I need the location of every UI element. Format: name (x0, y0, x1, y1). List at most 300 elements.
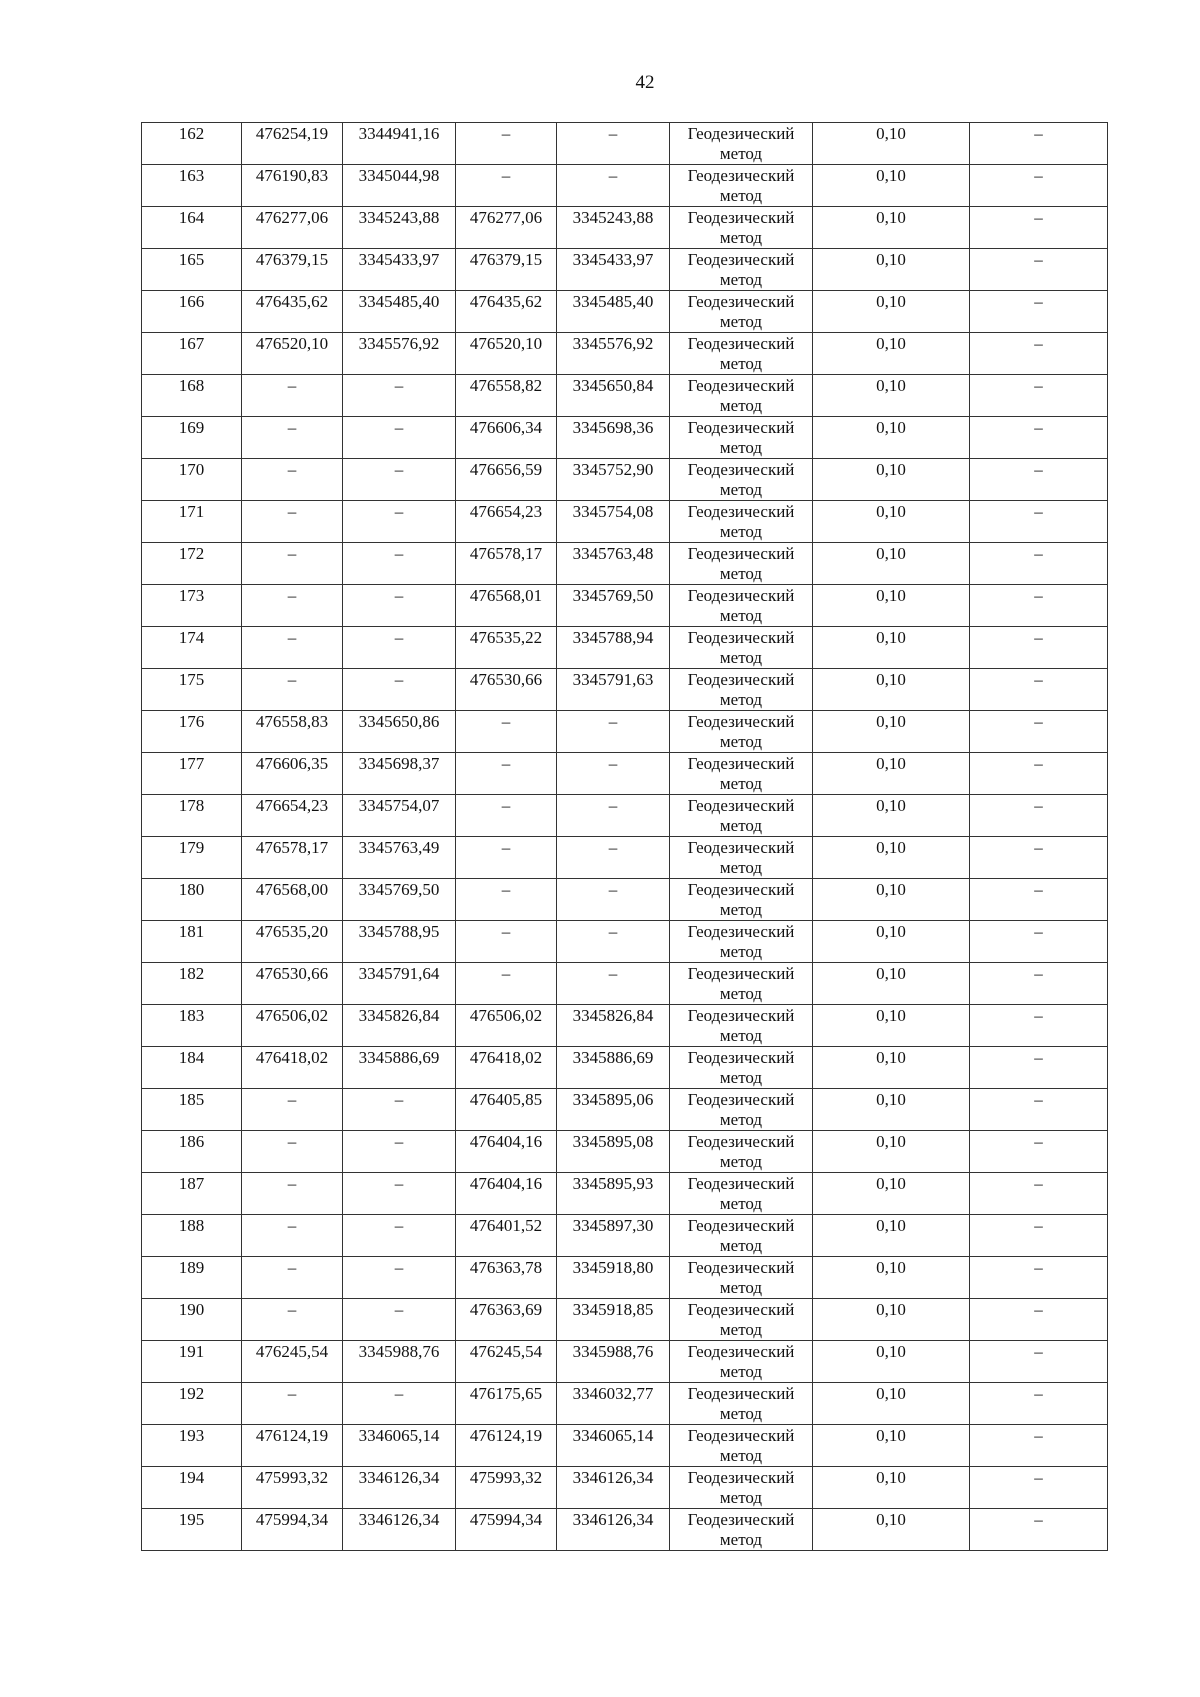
point-number-cell: 176 (142, 711, 242, 753)
y-existing-cell: 3345988,76 (343, 1341, 456, 1383)
x-existing-cell: – (242, 669, 343, 711)
table-row (142, 123, 1108, 165)
accuracy-cell: 0,10 (813, 333, 970, 375)
method-cell: Геодезический метод (670, 123, 813, 165)
x-existing-cell: – (242, 1215, 343, 1257)
x-new-cell: 476379,15 (456, 249, 557, 291)
y-existing-cell: – (343, 627, 456, 669)
accuracy-cell: 0,10 (813, 291, 970, 333)
point-number-cell: 178 (142, 795, 242, 837)
point-number-cell: 163 (142, 165, 242, 207)
point-number-cell: 188 (142, 1215, 242, 1257)
method-cell: Геодезический метод (670, 459, 813, 501)
accuracy-cell: 0,10 (813, 921, 970, 963)
table-row (142, 879, 1108, 921)
last-cell: – (970, 165, 1108, 207)
point-number-cell: 194 (142, 1467, 242, 1509)
y-new-cell: – (557, 165, 670, 207)
point-number-cell: 167 (142, 333, 242, 375)
accuracy-cell: 0,10 (813, 1425, 970, 1467)
y-existing-cell: 3345433,97 (343, 249, 456, 291)
point-number-cell: 190 (142, 1299, 242, 1341)
x-existing-cell: 476124,19 (242, 1425, 343, 1467)
y-new-cell: 3345895,08 (557, 1131, 670, 1173)
y-existing-cell: – (343, 585, 456, 627)
y-existing-cell: 3345754,07 (343, 795, 456, 837)
last-cell: – (970, 627, 1108, 669)
table-row (142, 165, 1108, 207)
table-row (142, 375, 1108, 417)
point-number-cell: 179 (142, 837, 242, 879)
accuracy-cell: 0,10 (813, 837, 970, 879)
y-new-cell: 3345918,85 (557, 1299, 670, 1341)
accuracy-cell: 0,10 (813, 1383, 970, 1425)
point-number-cell: 184 (142, 1047, 242, 1089)
y-new-cell: – (557, 963, 670, 1005)
point-number-cell: 174 (142, 627, 242, 669)
x-existing-cell: 476606,35 (242, 753, 343, 795)
last-cell: – (970, 1299, 1108, 1341)
x-existing-cell: 476418,02 (242, 1047, 343, 1089)
accuracy-cell: 0,10 (813, 417, 970, 459)
accuracy-cell: 0,10 (813, 459, 970, 501)
last-cell: – (970, 1005, 1108, 1047)
x-new-cell: 476568,01 (456, 585, 557, 627)
x-new-cell: 476363,69 (456, 1299, 557, 1341)
accuracy-cell: 0,10 (813, 501, 970, 543)
y-existing-cell: 3345886,69 (343, 1047, 456, 1089)
y-existing-cell: 3345576,92 (343, 333, 456, 375)
y-new-cell: 3345769,50 (557, 585, 670, 627)
y-existing-cell: 3344941,16 (343, 123, 456, 165)
y-existing-cell: 3345769,50 (343, 879, 456, 921)
accuracy-cell: 0,10 (813, 585, 970, 627)
point-number-cell: 185 (142, 1089, 242, 1131)
last-cell: – (970, 1467, 1108, 1509)
point-number-cell: 193 (142, 1425, 242, 1467)
method-cell: Геодезический метод (670, 291, 813, 333)
y-new-cell: 3345788,94 (557, 627, 670, 669)
table-row (142, 1341, 1108, 1383)
x-existing-cell: – (242, 1131, 343, 1173)
y-existing-cell: – (343, 1089, 456, 1131)
point-number-cell: 177 (142, 753, 242, 795)
last-cell: – (970, 837, 1108, 879)
x-new-cell: 476506,02 (456, 1005, 557, 1047)
last-cell: – (970, 1047, 1108, 1089)
x-existing-cell: 476254,19 (242, 123, 343, 165)
x-existing-cell: 475994,34 (242, 1509, 343, 1551)
y-new-cell: 3345243,88 (557, 207, 670, 249)
method-cell: Геодезический метод (670, 1047, 813, 1089)
x-new-cell: – (456, 879, 557, 921)
x-existing-cell: – (242, 375, 343, 417)
x-new-cell: – (456, 123, 557, 165)
last-cell: – (970, 1257, 1108, 1299)
y-existing-cell: – (343, 1173, 456, 1215)
x-existing-cell: 476506,02 (242, 1005, 343, 1047)
x-new-cell: 476277,06 (456, 207, 557, 249)
last-cell: – (970, 879, 1108, 921)
last-cell: – (970, 543, 1108, 585)
table-row (142, 963, 1108, 1005)
y-existing-cell: 3346126,34 (343, 1467, 456, 1509)
last-cell: – (970, 753, 1108, 795)
y-new-cell: 3345754,08 (557, 501, 670, 543)
x-new-cell: – (456, 753, 557, 795)
page-number: 42 (635, 72, 655, 93)
table-row (142, 207, 1108, 249)
x-existing-cell: 476435,62 (242, 291, 343, 333)
method-cell: Геодезический метод (670, 1299, 813, 1341)
x-new-cell: 476520,10 (456, 333, 557, 375)
method-cell: Геодезический метод (670, 753, 813, 795)
y-new-cell: 3346126,34 (557, 1509, 670, 1551)
x-existing-cell: 476520,10 (242, 333, 343, 375)
y-new-cell: 3346032,77 (557, 1383, 670, 1425)
table-row (142, 921, 1108, 963)
y-new-cell: 3345485,40 (557, 291, 670, 333)
y-existing-cell: 3346065,14 (343, 1425, 456, 1467)
y-existing-cell: – (343, 1257, 456, 1299)
point-number-cell: 164 (142, 207, 242, 249)
accuracy-cell: 0,10 (813, 165, 970, 207)
last-cell: – (970, 1089, 1108, 1131)
table-row (142, 249, 1108, 291)
point-number-cell: 171 (142, 501, 242, 543)
point-number-cell: 170 (142, 459, 242, 501)
last-cell: – (970, 501, 1108, 543)
point-number-cell: 191 (142, 1341, 242, 1383)
x-existing-cell: 476379,15 (242, 249, 343, 291)
method-cell: Геодезический метод (670, 501, 813, 543)
method-cell: Геодезический метод (670, 1341, 813, 1383)
accuracy-cell: 0,10 (813, 1131, 970, 1173)
x-new-cell: – (456, 837, 557, 879)
y-new-cell: 3345433,97 (557, 249, 670, 291)
y-existing-cell: – (343, 375, 456, 417)
x-existing-cell: – (242, 543, 343, 585)
accuracy-cell: 0,10 (813, 963, 970, 1005)
last-cell: – (970, 207, 1108, 249)
method-cell: Геодезический метод (670, 333, 813, 375)
last-cell: – (970, 1215, 1108, 1257)
y-existing-cell: 3345763,49 (343, 837, 456, 879)
table-row (142, 711, 1108, 753)
point-number-cell: 162 (142, 123, 242, 165)
accuracy-cell: 0,10 (813, 1299, 970, 1341)
accuracy-cell: 0,10 (813, 1341, 970, 1383)
method-cell: Геодезический метод (670, 921, 813, 963)
method-cell: Геодезический метод (670, 711, 813, 753)
point-number-cell: 165 (142, 249, 242, 291)
last-cell: – (970, 459, 1108, 501)
x-new-cell: 476558,82 (456, 375, 557, 417)
x-new-cell: 476401,52 (456, 1215, 557, 1257)
y-new-cell: – (557, 711, 670, 753)
table-row (142, 543, 1108, 585)
accuracy-cell: 0,10 (813, 627, 970, 669)
y-existing-cell: – (343, 459, 456, 501)
x-existing-cell: – (242, 585, 343, 627)
accuracy-cell: 0,10 (813, 1215, 970, 1257)
point-number-cell: 166 (142, 291, 242, 333)
accuracy-cell: 0,10 (813, 795, 970, 837)
accuracy-cell: 0,10 (813, 1257, 970, 1299)
table-row (142, 1467, 1108, 1509)
point-number-cell: 168 (142, 375, 242, 417)
point-number-cell: 180 (142, 879, 242, 921)
x-existing-cell: 476190,83 (242, 165, 343, 207)
accuracy-cell: 0,10 (813, 1089, 970, 1131)
last-cell: – (970, 963, 1108, 1005)
method-cell: Геодезический метод (670, 249, 813, 291)
last-cell: – (970, 795, 1108, 837)
last-cell: – (970, 1425, 1108, 1467)
point-number-cell: 192 (142, 1383, 242, 1425)
last-cell: – (970, 249, 1108, 291)
method-cell: Геодезический метод (670, 1467, 813, 1509)
last-cell: – (970, 1131, 1108, 1173)
method-cell: Геодезический метод (670, 207, 813, 249)
coordinates-table (141, 122, 1108, 1551)
method-cell: Геодезический метод (670, 1425, 813, 1467)
accuracy-cell: 0,10 (813, 669, 970, 711)
y-existing-cell: – (343, 543, 456, 585)
y-existing-cell: 3345044,98 (343, 165, 456, 207)
y-new-cell: – (557, 795, 670, 837)
x-new-cell: – (456, 165, 557, 207)
last-cell: – (970, 1383, 1108, 1425)
y-new-cell: 3345752,90 (557, 459, 670, 501)
y-existing-cell: 3345243,88 (343, 207, 456, 249)
point-number-cell: 183 (142, 1005, 242, 1047)
point-number-cell: 186 (142, 1131, 242, 1173)
y-new-cell: – (557, 879, 670, 921)
x-new-cell: 476175,65 (456, 1383, 557, 1425)
point-number-cell: 175 (142, 669, 242, 711)
last-cell: – (970, 921, 1108, 963)
method-cell: Геодезический метод (670, 165, 813, 207)
table-row (142, 1509, 1108, 1551)
method-cell: Геодезический метод (670, 585, 813, 627)
table-row (142, 1257, 1108, 1299)
x-existing-cell: 475993,32 (242, 1467, 343, 1509)
y-new-cell: 3345650,84 (557, 375, 670, 417)
method-cell: Геодезический метод (670, 1173, 813, 1215)
accuracy-cell: 0,10 (813, 249, 970, 291)
x-new-cell: 476656,59 (456, 459, 557, 501)
x-existing-cell: 476530,66 (242, 963, 343, 1005)
last-cell: – (970, 669, 1108, 711)
point-number-cell: 169 (142, 417, 242, 459)
y-new-cell: 3345763,48 (557, 543, 670, 585)
method-cell: Геодезический метод (670, 543, 813, 585)
accuracy-cell: 0,10 (813, 1173, 970, 1215)
y-existing-cell: – (343, 1299, 456, 1341)
point-number-cell: 182 (142, 963, 242, 1005)
accuracy-cell: 0,10 (813, 1047, 970, 1089)
y-new-cell: 3345895,06 (557, 1089, 670, 1131)
accuracy-cell: 0,10 (813, 543, 970, 585)
y-existing-cell: – (343, 501, 456, 543)
x-new-cell: – (456, 963, 557, 1005)
table-row (142, 417, 1108, 459)
y-existing-cell: 3345698,37 (343, 753, 456, 795)
last-cell: – (970, 1173, 1108, 1215)
table-row (142, 1131, 1108, 1173)
x-existing-cell: – (242, 627, 343, 669)
last-cell: – (970, 1341, 1108, 1383)
x-existing-cell: – (242, 417, 343, 459)
y-existing-cell: – (343, 417, 456, 459)
x-new-cell: 476404,16 (456, 1131, 557, 1173)
y-existing-cell: 3345650,86 (343, 711, 456, 753)
table-row (142, 1215, 1108, 1257)
x-existing-cell: 476558,83 (242, 711, 343, 753)
y-new-cell: – (557, 837, 670, 879)
y-existing-cell: 3345485,40 (343, 291, 456, 333)
method-cell: Геодезический метод (670, 627, 813, 669)
point-number-cell: 195 (142, 1509, 242, 1551)
method-cell: Геодезический метод (670, 1509, 813, 1551)
y-existing-cell: – (343, 1131, 456, 1173)
y-new-cell: 3345897,30 (557, 1215, 670, 1257)
y-new-cell: – (557, 921, 670, 963)
method-cell: Геодезический метод (670, 837, 813, 879)
y-new-cell: 3345886,69 (557, 1047, 670, 1089)
x-existing-cell: – (242, 1173, 343, 1215)
x-new-cell: 476654,23 (456, 501, 557, 543)
accuracy-cell: 0,10 (813, 1509, 970, 1551)
table-row (142, 753, 1108, 795)
method-cell: Геодезический метод (670, 795, 813, 837)
x-new-cell: – (456, 711, 557, 753)
accuracy-cell: 0,10 (813, 375, 970, 417)
table-row (142, 333, 1108, 375)
point-number-cell: 187 (142, 1173, 242, 1215)
x-new-cell: 476418,02 (456, 1047, 557, 1089)
y-new-cell: 3345576,92 (557, 333, 670, 375)
table-row (142, 1299, 1108, 1341)
method-cell: Геодезический метод (670, 1383, 813, 1425)
x-new-cell: 476530,66 (456, 669, 557, 711)
x-existing-cell: – (242, 1089, 343, 1131)
y-existing-cell: 3345788,95 (343, 921, 456, 963)
x-existing-cell: – (242, 1383, 343, 1425)
method-cell: Геодезический метод (670, 1005, 813, 1047)
accuracy-cell: 0,10 (813, 1005, 970, 1047)
table-row (142, 459, 1108, 501)
point-number-cell: 181 (142, 921, 242, 963)
x-existing-cell: 476245,54 (242, 1341, 343, 1383)
last-cell: – (970, 333, 1108, 375)
last-cell: – (970, 417, 1108, 459)
accuracy-cell: 0,10 (813, 711, 970, 753)
point-number-cell: 173 (142, 585, 242, 627)
x-existing-cell: 476568,00 (242, 879, 343, 921)
table-row (142, 291, 1108, 333)
y-new-cell: 3345918,80 (557, 1257, 670, 1299)
table-row (142, 585, 1108, 627)
y-existing-cell: – (343, 669, 456, 711)
x-existing-cell: 476578,17 (242, 837, 343, 879)
table-row (142, 501, 1108, 543)
x-new-cell: – (456, 795, 557, 837)
x-new-cell: 476124,19 (456, 1425, 557, 1467)
x-new-cell: 475993,32 (456, 1467, 557, 1509)
table-row (142, 1005, 1108, 1047)
y-new-cell: 3345791,63 (557, 669, 670, 711)
method-cell: Геодезический метод (670, 1131, 813, 1173)
point-number-cell: 172 (142, 543, 242, 585)
y-new-cell: 3345826,84 (557, 1005, 670, 1047)
x-new-cell: 475994,34 (456, 1509, 557, 1551)
x-existing-cell: 476277,06 (242, 207, 343, 249)
accuracy-cell: 0,10 (813, 1467, 970, 1509)
accuracy-cell: 0,10 (813, 879, 970, 921)
last-cell: – (970, 1509, 1108, 1551)
y-new-cell: 3345988,76 (557, 1341, 670, 1383)
x-new-cell: 476363,78 (456, 1257, 557, 1299)
accuracy-cell: 0,10 (813, 123, 970, 165)
y-new-cell: 3345698,36 (557, 417, 670, 459)
last-cell: – (970, 585, 1108, 627)
table-row (142, 1383, 1108, 1425)
table-row (142, 1173, 1108, 1215)
table-row (142, 795, 1108, 837)
x-new-cell: 476435,62 (456, 291, 557, 333)
y-existing-cell: – (343, 1383, 456, 1425)
x-existing-cell: 476535,20 (242, 921, 343, 963)
x-existing-cell: – (242, 501, 343, 543)
y-new-cell: – (557, 123, 670, 165)
y-new-cell: 3345895,93 (557, 1173, 670, 1215)
table-row (142, 1425, 1108, 1467)
method-cell: Геодезический метод (670, 375, 813, 417)
y-existing-cell: 3345826,84 (343, 1005, 456, 1047)
point-number-cell: 189 (142, 1257, 242, 1299)
table-row (142, 837, 1108, 879)
y-new-cell: – (557, 753, 670, 795)
x-existing-cell: – (242, 459, 343, 501)
x-new-cell: 476405,85 (456, 1089, 557, 1131)
method-cell: Геодезический метод (670, 963, 813, 1005)
y-new-cell: 3346126,34 (557, 1467, 670, 1509)
x-new-cell: – (456, 921, 557, 963)
table-row (142, 1089, 1108, 1131)
accuracy-cell: 0,10 (813, 207, 970, 249)
x-existing-cell: – (242, 1299, 343, 1341)
y-new-cell: 3346065,14 (557, 1425, 670, 1467)
x-existing-cell: – (242, 1257, 343, 1299)
method-cell: Геодезический метод (670, 1257, 813, 1299)
method-cell: Геодезический метод (670, 417, 813, 459)
accuracy-cell: 0,10 (813, 753, 970, 795)
x-new-cell: 476606,34 (456, 417, 557, 459)
x-new-cell: 476245,54 (456, 1341, 557, 1383)
x-existing-cell: 476654,23 (242, 795, 343, 837)
x-new-cell: 476535,22 (456, 627, 557, 669)
method-cell: Геодезический метод (670, 1215, 813, 1257)
last-cell: – (970, 291, 1108, 333)
y-existing-cell: 3346126,34 (343, 1509, 456, 1551)
last-cell: – (970, 123, 1108, 165)
method-cell: Геодезический метод (670, 879, 813, 921)
x-new-cell: 476578,17 (456, 543, 557, 585)
y-existing-cell: – (343, 1215, 456, 1257)
table-row (142, 1047, 1108, 1089)
